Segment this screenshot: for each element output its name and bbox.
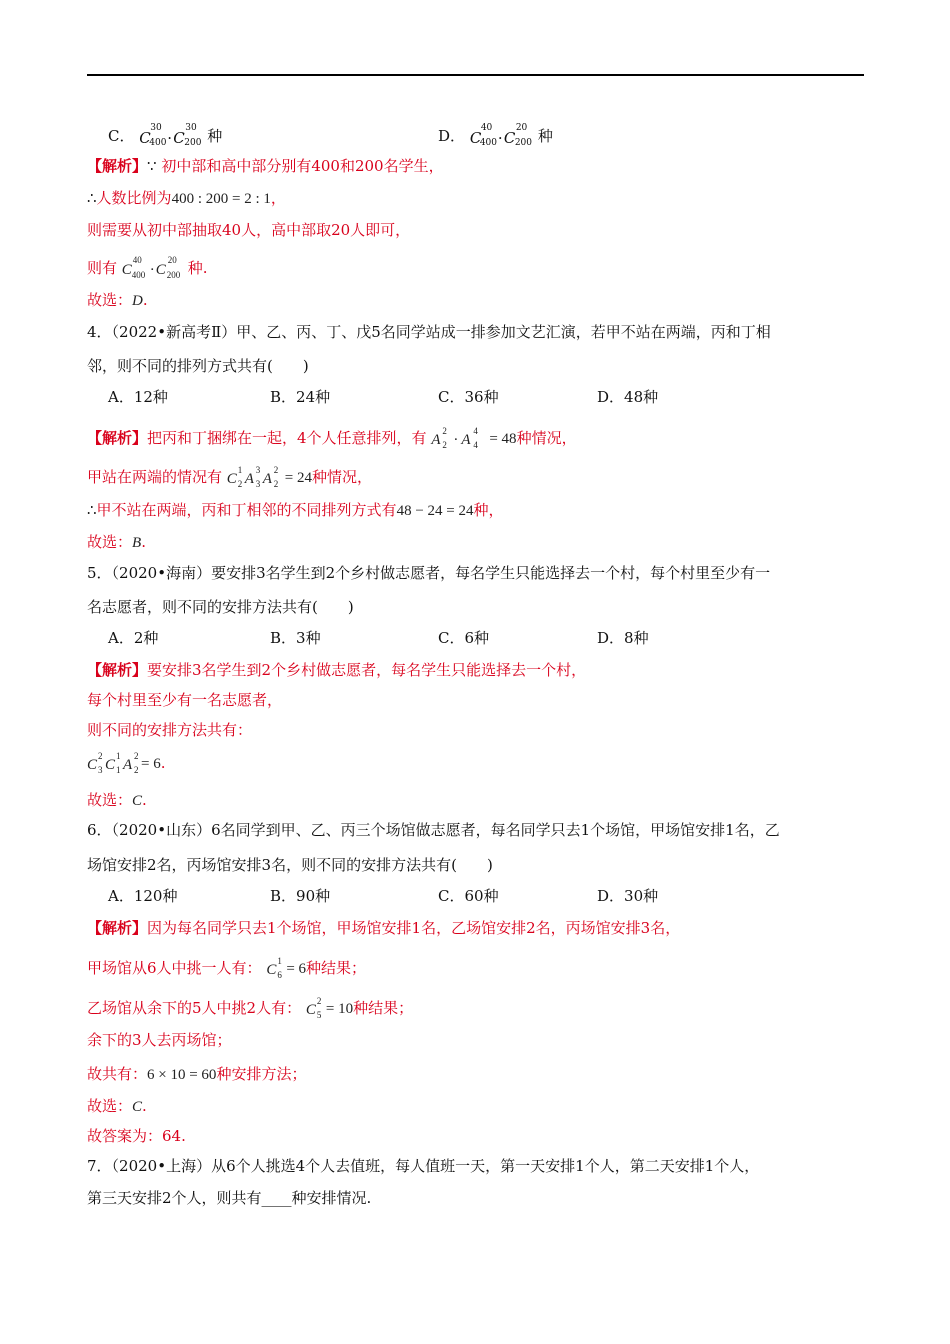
q6-formula-c5-2: C 2 5 bbox=[305, 996, 322, 1020]
q4-option-b: B．24种 bbox=[270, 388, 331, 406]
q3-solution-line-2: ∴人数比例为400 : 200 = 2 : 1， bbox=[87, 189, 286, 207]
header-rule bbox=[87, 74, 864, 76]
q6-stem-line-1: 6．（2020•山东）6名同学到甲、乙、丙三个场馆做志愿者，每名同学只去1个场馆，甲场馆安排1名，乙 bbox=[87, 821, 780, 839]
q5-stem-line-1: 5．（2020•海南）要安排3名学生到2个乡村做志愿者，每名学生只能选择去一个村，每个村里至少有一 bbox=[87, 564, 771, 582]
q7-stem-line-1: 7．（2020•上海）从6个人挑选4个人去值班，每人值班一天，第一天安排1个人，第二天安排1个人， bbox=[87, 1157, 760, 1175]
q4-formula-a2a4: A 2 2 · A 4 4 bbox=[431, 426, 478, 450]
q6-answer: 故选：C. bbox=[87, 1097, 147, 1115]
q3-option-d-formula: C 40 400 · C 20 200 bbox=[469, 123, 532, 148]
q6-stem-line-2: 场馆安排2名，丙场馆安排3名，则不同的安排方法共有( ) bbox=[87, 856, 493, 874]
q4-answer: 故选：B. bbox=[87, 533, 146, 551]
q5-solution-line-1: 【解析】要安排3名学生到2个乡村做志愿者，每名学生只能选择去一个村， bbox=[87, 661, 587, 679]
q5-solution-line-3: 则不同的安排方法共有： bbox=[87, 721, 253, 739]
q4-formula-c2a3a2: C 1 2 A 3 3 A 2 2 bbox=[226, 465, 279, 489]
q4-solution-line-3: ∴甲不站在两端，丙和丁相邻的不同排列方式有48 − 24 = 24种， bbox=[87, 501, 504, 519]
q6-option-a: A．120种 bbox=[108, 887, 178, 905]
q6-option-c: C．60种 bbox=[438, 887, 499, 905]
q5-option-d: D．8种 bbox=[597, 629, 649, 647]
q3-solution-formula: C 40 400 · C 20 200 bbox=[121, 255, 181, 280]
q7-answer-blank: ____ bbox=[261, 1189, 292, 1207]
q3-option-c-formula: C 30 400 · C 30 200 bbox=[139, 123, 202, 148]
q3-solution-line-4: 则有 C 40 400 · C 20 200 种. bbox=[87, 255, 208, 280]
q6-final-answer: 故答案为：64. bbox=[87, 1127, 186, 1145]
q6-formula-c6-1: C 1 6 bbox=[266, 956, 282, 980]
q4-option-d: D．48种 bbox=[597, 388, 659, 406]
q5-formula-c3c1a2: C 2 3 C 1 1 A 2 2 bbox=[87, 751, 139, 775]
q4-stem-line-1: 4．（2022•新高考Ⅱ）甲、乙、丙、丁、戊5名同学站成一排参加文艺汇演，若甲不站在两端，丙和丁相 bbox=[87, 323, 771, 341]
q3-option-d: D． C 40 400 · C 20 200 种 bbox=[438, 123, 553, 148]
q6-solution-line-3: 乙场馆从余下的5人中挑2人有： C 2 5 = 10种结果； bbox=[87, 996, 414, 1020]
q6-option-d: D．30种 bbox=[597, 887, 659, 905]
q6-solution-line-1: 【解析】因为每名同学只去1个场馆，甲场馆安排1名，乙场馆安排2名，丙场馆安排3名， bbox=[87, 919, 681, 937]
q5-stem-line-2: 名志愿者，则不同的安排方法共有( ) bbox=[87, 598, 354, 616]
q5-answer: 故选：C. bbox=[87, 791, 147, 809]
q3-solution-line-1: 【解析】∵ 初中部和高中部分别有400和200名学生， bbox=[87, 157, 444, 175]
q4-solution-line-1: 【解析】把丙和丁捆绑在一起，4个人任意排列，有 A 2 2 · A 4 4 = 48种情况， bbox=[87, 426, 577, 450]
q4-option-c: C．36种 bbox=[438, 388, 499, 406]
q6-solution-line-5: 故共有：6 × 10 = 60种安排方法； bbox=[87, 1065, 307, 1083]
q3-solution-line-3: 则需要从初中部抽取40人，高中部取20人即可， bbox=[87, 221, 411, 239]
q3-option-c: C． C 30 400 · C 30 200 种 bbox=[108, 123, 223, 148]
q3-answer: 故选：D. bbox=[87, 291, 148, 309]
q5-option-b: B．3种 bbox=[270, 629, 321, 647]
q5-solution-line-4: C 2 3 C 1 1 A 2 2 = 6. bbox=[87, 751, 166, 775]
q4-stem-line-2: 邻，则不同的排列方式共有( ) bbox=[87, 357, 309, 375]
q5-option-c: C．6种 bbox=[438, 629, 490, 647]
q7-stem-line-2: 第三天安排2个人，则共有____种安排情况. bbox=[87, 1189, 372, 1207]
q4-option-a: A．12种 bbox=[108, 388, 168, 406]
q6-solution-line-2: 甲场馆从6人中挑一人有： C 1 6 = 6种结果； bbox=[87, 956, 367, 980]
q6-option-b: B．90种 bbox=[270, 887, 331, 905]
q5-option-a: A．2种 bbox=[108, 629, 159, 647]
q6-solution-line-4: 余下的3人去丙场馆； bbox=[87, 1031, 232, 1049]
q4-solution-line-2: 甲站在两端的情况有 C 1 2 A 3 3 A 2 2 = 24种情况， bbox=[87, 465, 373, 489]
q5-solution-line-2: 每个村里至少有一名志愿者， bbox=[87, 691, 283, 709]
